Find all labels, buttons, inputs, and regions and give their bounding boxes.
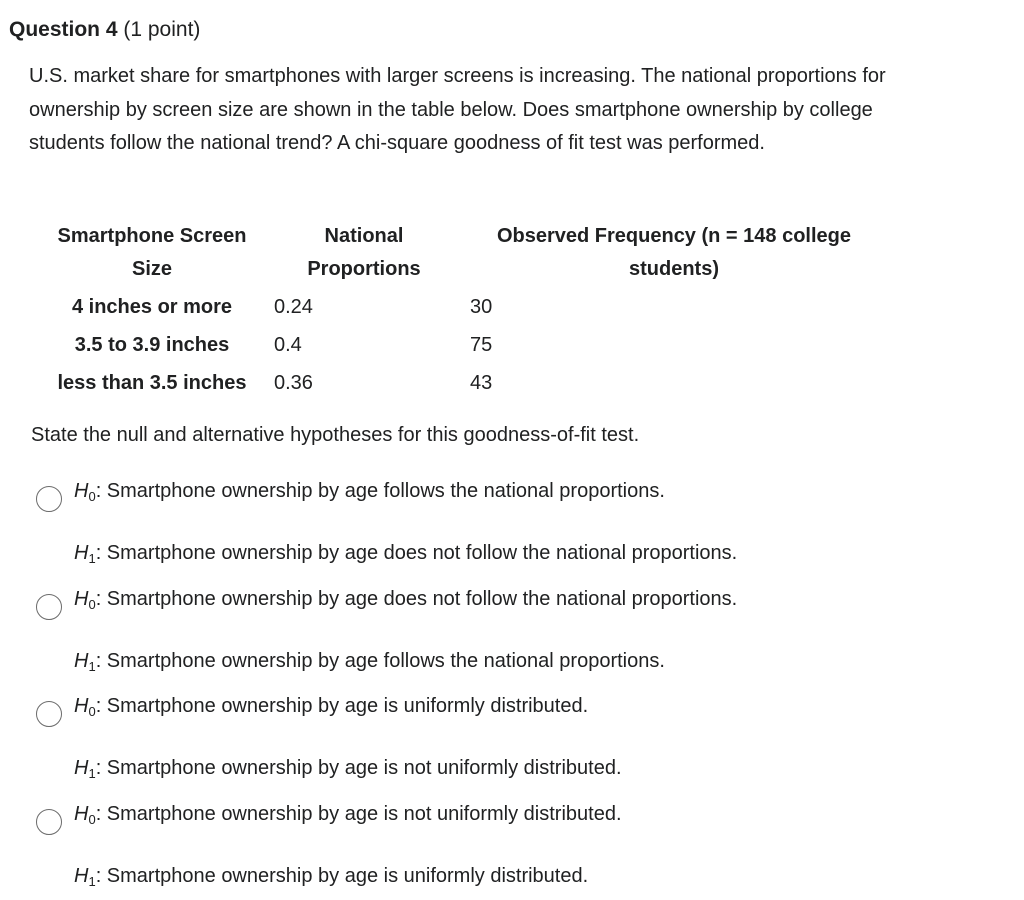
question-intro: U.S. market share for smartphones with larger screens is increasing. The national proportions for ownership by screen size are shown in the table below. Does smartphone ownership by college students follow the national trend? A chi-square goodness of fit test was performed. [29, 65, 886, 154]
alternative-hypothesis [74, 538, 737, 574]
hypothesis-subscript: 1 [88, 874, 96, 889]
null-hypothesis-text: : Smartphone ownership by age follows the national proportions. [95, 480, 665, 502]
null-hypothesis-text: : Smartphone ownership by age does not follow the national proportions. [95, 588, 738, 610]
radio-button[interactable] [36, 701, 62, 727]
row-proportion: 0.24 [274, 296, 313, 318]
alternative-hypothesis-text: : Smartphone ownership by age is uniformly distributed. [95, 865, 589, 887]
row-observed: 43 [470, 372, 493, 394]
hypothesis-symbol: H [74, 480, 89, 502]
row-observed: 30 [470, 296, 493, 318]
header-national-proportions: National Proportions [307, 225, 421, 280]
null-hypothesis-text: : Smartphone ownership by age is not uniformly distributed. [95, 803, 622, 825]
row-screen-size: 4 inches or more [71, 296, 233, 318]
table-header-row [38, 218, 886, 288]
alternative-hypothesis [74, 861, 588, 897]
alternative-hypothesis-text: : Smartphone ownership by age does not follow the national proportions. [95, 542, 738, 564]
hypothesis-symbol: H [74, 542, 89, 564]
row-proportion: 0.4 [274, 334, 302, 356]
hypothesis-symbol: H [74, 695, 89, 717]
question-prompt: State the null and alternative hypotheses for this goodness-of-fit test. [31, 424, 640, 446]
question-points: (1 point) [123, 18, 201, 41]
row-observed: 75 [470, 334, 493, 356]
hypothesis-subscript: 0 [88, 489, 96, 504]
null-hypothesis [74, 691, 588, 727]
table-row [38, 364, 886, 402]
row-screen-size: 3.5 to 3.9 inches [74, 334, 230, 356]
hypothesis-subscript: 0 [88, 704, 96, 719]
header-screen-size: Smartphone Screen Size [57, 225, 247, 280]
answer-option-4[interactable] [36, 801, 936, 891]
hypothesis-symbol: H [74, 803, 89, 825]
null-hypothesis [74, 476, 665, 512]
answer-option-2[interactable] [36, 586, 936, 676]
answer-option-1[interactable] [36, 478, 936, 568]
null-hypothesis-text: : Smartphone ownership by age is uniformly distributed. [95, 695, 589, 717]
row-proportion: 0.36 [274, 372, 313, 394]
null-hypothesis [74, 584, 737, 620]
hypothesis-symbol: H [74, 588, 89, 610]
hypothesis-subscript: 0 [88, 597, 96, 612]
hypothesis-symbol: H [74, 865, 89, 887]
alternative-hypothesis [74, 753, 622, 789]
hypothesis-subscript: 1 [88, 766, 96, 781]
header-observed-frequency: Observed Frequency (n = 148 college students) [496, 225, 852, 280]
radio-button[interactable] [36, 809, 62, 835]
hypothesis-subscript: 0 [88, 812, 96, 827]
alternative-hypothesis [74, 646, 665, 682]
radio-button[interactable] [36, 486, 62, 512]
alternative-hypothesis-text: : Smartphone ownership by age follows the national proportions. [95, 650, 665, 672]
data-table [38, 218, 886, 402]
table-row [38, 326, 886, 364]
alternative-hypothesis-text: : Smartphone ownership by age is not uniformly distributed. [95, 757, 622, 779]
hypothesis-symbol: H [74, 757, 89, 779]
radio-button[interactable] [36, 594, 62, 620]
row-screen-size: less than 3.5 inches [57, 372, 247, 394]
hypothesis-symbol: H [74, 650, 89, 672]
question-label: Question 4 [9, 18, 118, 41]
hypothesis-subscript: 1 [88, 659, 96, 674]
answer-option-3[interactable] [36, 693, 936, 783]
question-title [9, 16, 200, 44]
table-row [38, 288, 886, 326]
null-hypothesis [74, 799, 622, 835]
hypothesis-subscript: 1 [88, 551, 96, 566]
